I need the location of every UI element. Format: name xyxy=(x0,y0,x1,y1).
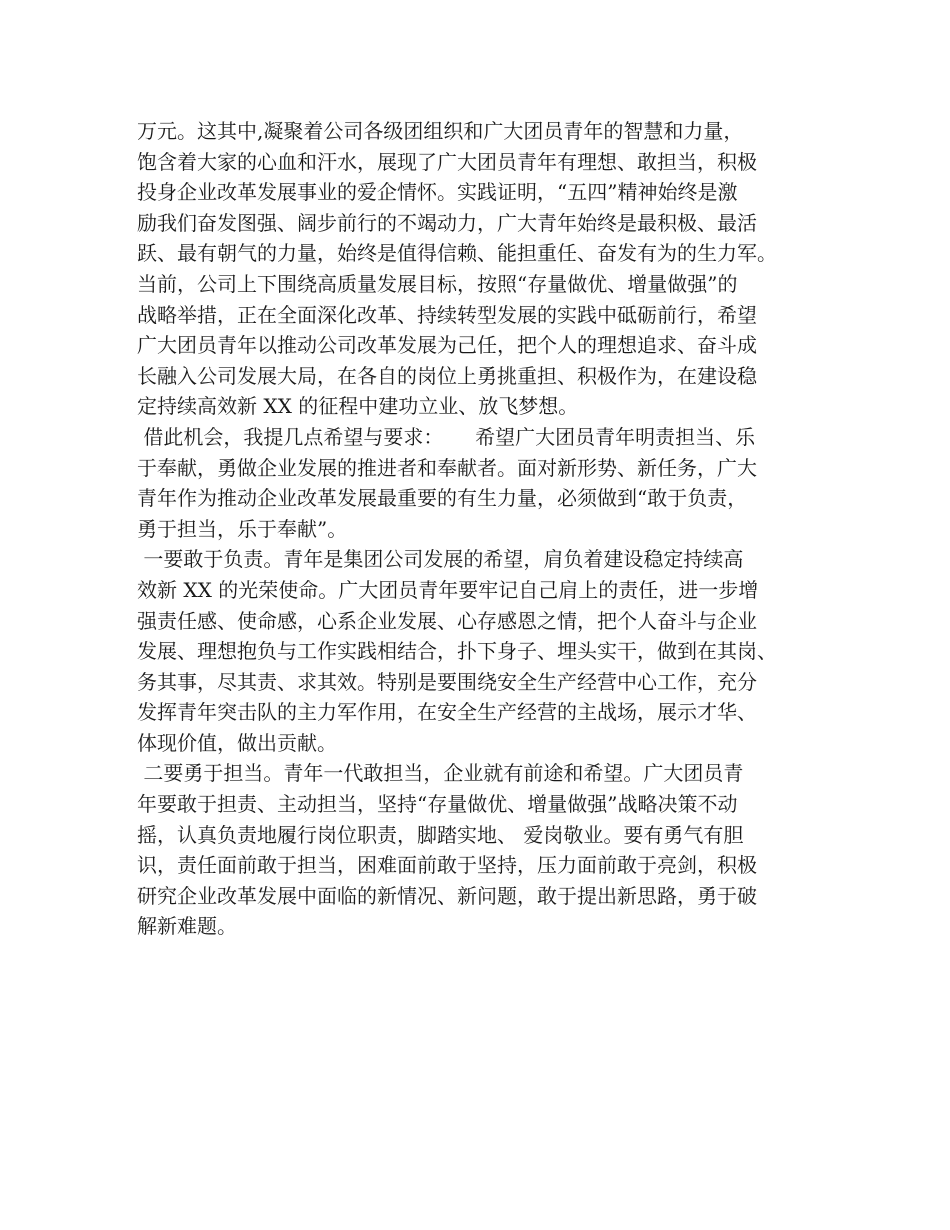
text-line: 研究企业改革发展中面临的新情况、新问题，敢于提出新思路，勇于破 xyxy=(137,883,757,908)
text-line: 效新 XX 的光荣使命。广大团员青年要牢记自己肩上的责任，进一步增 xyxy=(137,577,759,602)
text-line: 励我们奋发图强、阔步前行的不竭动力，广大青年始终是最积极、最活 xyxy=(137,210,757,235)
text-line: 发展、理想抱负与工作实践相结合，扑下身子、埋头实干，做到在其岗、 xyxy=(137,639,777,664)
text-line: 二要勇于担当。青年一代敢担当，企业就有前途和希望。广大团员青 xyxy=(137,761,744,786)
text-line: 年要敢于担责、主动担当，坚持“存量做优、增量做强”战略决策不动 xyxy=(137,792,738,817)
text-line: 体现价值，做出贡献。 xyxy=(137,730,337,755)
text-line: 务其事，尽其责、求其效。特别是要围绕安全生产经营中心工作，充分 xyxy=(137,669,757,694)
text-line: 投身企业改革发展事业的爱企情怀。实践证明，“五四”精神始终是激 xyxy=(137,180,738,205)
text-line: 万元。这其中,凝聚着公司各级团组织和广大团员青年的智慧和力量， xyxy=(137,119,744,143)
text-line: 广大团员青年以推动公司改革发展为己任，把个人的理想追求、奋斗成 xyxy=(137,333,757,358)
text-line: 解新难题。 xyxy=(137,914,237,939)
text-line: 摇，认真负责地履行岗位职责，脚踏实地、 爱岗敬业。要有勇气有胆 xyxy=(137,822,744,847)
text-line: 强责任感、使命感，心系企业发展、心存感恩之情，把个人奋斗与企业 xyxy=(137,608,757,633)
text-line: 当前，公司上下围绕高质量发展目标，按照“存量做优、增量做强”的 xyxy=(137,271,738,296)
text-line: 于奉献，勇做企业发展的推进者和奉献者。面对新形势、新任务，广大 xyxy=(137,455,757,480)
text-line: 饱含着大家的心血和汗水，展现了广大团员青年有理想、敢担当，积极 xyxy=(137,149,757,174)
text-line: 长融入公司发展大局，在各自的岗位上勇挑重担、积极作为，在建设稳 xyxy=(137,363,757,388)
text-line: 青年作为推动企业改革发展最重要的有生力量，必须做到“敢于负责， xyxy=(137,486,748,511)
text-line: 一要敢于负责。青年是集团公司发展的希望，肩负着建设稳定持续高 xyxy=(137,547,744,572)
text-line: 借此机会，我提几点希望与要求： 希望广大团员青年明责担当、乐 xyxy=(137,424,756,449)
text-line: 跃、最有朝气的力量，始终是值得信赖、能担重任、奋发有为的生力军。 xyxy=(137,241,777,266)
body-text xyxy=(137,116,837,942)
text-line: 识，责任面前敢于担当，困难面前敢于坚持，压力面前敢于亮剑，积极 xyxy=(137,853,757,878)
text-line: 勇于担当，乐于奉献”。 xyxy=(137,516,348,541)
text-line: 定持续高效新 XX 的征程中建功立业、放飞梦想。 xyxy=(137,394,579,419)
text-line: 战略举措，正在全面深化改革、持续转型发展的实践中砥砺前行，希望 xyxy=(137,302,757,327)
text-line: 发挥青年突击队的主力军作用，在安全生产经营的主战场，展示才华、 xyxy=(137,700,757,725)
